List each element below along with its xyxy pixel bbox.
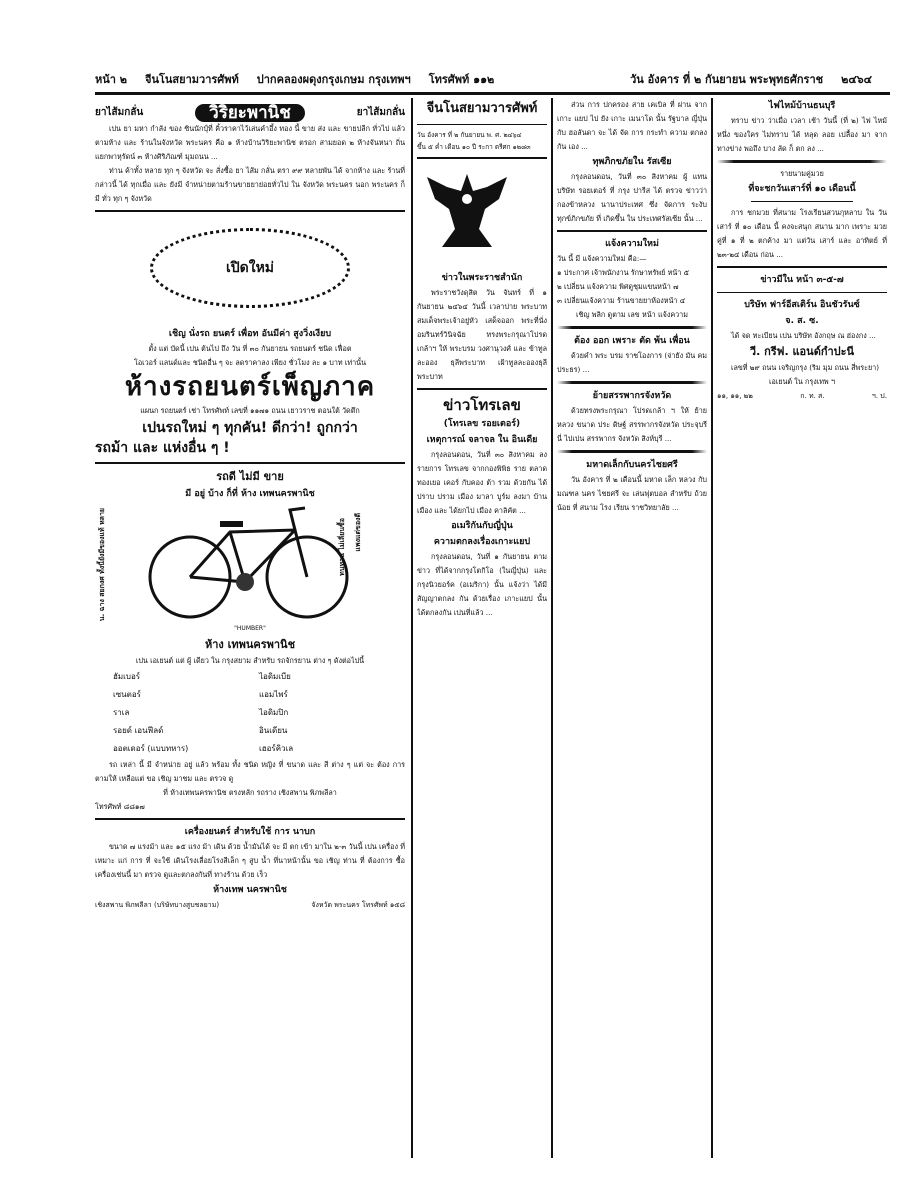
yap-island-headline: ความตกลงเรื่องเกาะแยป bbox=[433, 537, 531, 547]
page-number: หน้า ๒ bbox=[95, 73, 128, 86]
nameplate-lunar-date: ขึ้น ๕ ค่ำ เดือน ๑๐ ปี ระกา ตรีศก ๑๒๘๓ bbox=[417, 143, 531, 151]
fire-body: ทราบ ข่าว ว่าเมื่อ เวลา เช้า วันนี้ (ที่ ๒) ไฟ ไหม้ หนึ่ง ของใคร ไม่ทราบ ได้ หลุด ลอย เปลื้อง มา จาก ทางข่าง พอถึง บาง ลัด ก็ ตก ลง ... bbox=[717, 116, 887, 153]
bicycle-intro: เปน เอเยนต์ แต่ ผู้ เดียว ใน กรุงสยาม สำหรับ รถจักรยาน ต่าง ๆ ดังต่อไปนี้ bbox=[135, 656, 365, 665]
boxing-pre-title: รายนามคู่มวย bbox=[780, 169, 824, 178]
phone: โทรศัพท์ ๑๑๒ bbox=[428, 73, 495, 86]
masthead-rule bbox=[95, 92, 890, 95]
column-news-2 bbox=[557, 98, 707, 1158]
column-news-3 bbox=[717, 98, 887, 1158]
engine-ad bbox=[95, 824, 405, 912]
viriya-ad-header bbox=[95, 104, 405, 122]
taxi-line2: ตั้ง แต่ บัดนี้ เปน ต้นไป ถึง วัน ที่ ๓๐ กันยายน รถยนตร์ ชนิด เฟื่อต bbox=[148, 344, 352, 353]
ad-left-tag: ยาไส้มกลั่น bbox=[95, 107, 144, 118]
year: ๒๔๖๔ bbox=[841, 73, 872, 86]
newspaper-page bbox=[95, 68, 890, 1148]
insurance-title: บริษัท ฟาร์อีสเติร์น อินชัวรันซ์ bbox=[744, 300, 860, 310]
release-body: ด้วยคำ พระ บรม ราชโองการ (จ่ายัง มัน คมประธร) ... bbox=[557, 351, 707, 374]
date: วัน อังคาร ที่ ๒ กันยายน พระพุทธศักราช bbox=[630, 73, 824, 86]
divider bbox=[95, 210, 405, 212]
bicycle-brands: ฮัมเบอร์ ไอดิมเบีย เซนตอร์ แอมไพร์ ราเล ไอดิมปิก รอยด์ เอนฟีลด์ อินเดียน ออตเดอร์ (แบบทหาร) เฮอร์คิวเล bbox=[113, 672, 294, 753]
taxi-slogan-2: รถม้า และ แห่งอื่น ๆ ! bbox=[95, 440, 230, 456]
notice-item: ๑ ประกาศ เจ้าพนักงาน รักษาทรัพย์ หน้า ๕ bbox=[557, 268, 690, 277]
ad-right-tag: ยาไส้มกลั่น bbox=[356, 107, 405, 118]
column-advertisements bbox=[95, 98, 405, 1158]
fire-title: ไฟไหม้บ้านธนบุรี bbox=[768, 101, 836, 111]
engine-address: เชิงสพาน พิภพลีลา (บริษัทบางสูบชลยาม) bbox=[95, 901, 220, 909]
notice-footer: เชิญ พลิก ดูตาม เลข หน้า แจ้งความ bbox=[576, 310, 688, 319]
notice-item: ๒ เปลี่ยน แจ้งความ พิศดูชุมแขนหน้า ๗ bbox=[557, 282, 679, 291]
russia-famine-body: กรุงลอนดอน, วันที่ ๓๐ สิงหาคม ผู้ แทน บริษัท รอยเตอร์ ที่ กรุง ปารีส ได้ ตรวจ ข่าวว่า กองข้าหลวง นานาประเทศ ซึ่ง จัดการ ระงับ ทุกข์ภิกขภัย ที่ เกิดขึ้น ใน ประเทศรัสเซีย นั้น ... bbox=[557, 172, 707, 223]
bicycle-note: รถ เหล่า นี้ มี จำหน่าย อยู่ แล้ว พร้อม ทั้ง ชนิด หญิง ที่ ขนาด และ สี ต่าง ๆ แต่ จะ ต้อง การ ตามให้ เหลือแต่ ขอ เชิญ มาชม และ ตรวจ ดู bbox=[95, 760, 405, 783]
agent-name: วี. กรีฟ. แอนด์กำปะนี bbox=[749, 345, 855, 358]
bicycle-title: รถดี ไม่มี ขาย bbox=[216, 470, 284, 483]
football-body: วัน อังคาร ที่ ๒ เดือนนี้ มหาด เล็ก หลวง กับ มณฑล นคร ไชยศรี จะ เล่นฟุตบอล สำหรับ ถ้วย น้อย ที่ สนาม โรง เรียน ราชวิทยาลัย ... bbox=[557, 475, 707, 512]
bicycle-side-text: น. ฉาง สยกงศ ทั้งนี้ยังมีของแท้ หลาย bbox=[98, 508, 106, 622]
tax-officer-title: ย้ายสรรพากรจังหวัด bbox=[592, 391, 672, 401]
taxi-shop-name: ห้างรถยนตร์เพ็ญภาค bbox=[124, 372, 376, 402]
bicycle-phone: โทรศัพท์ ๘๘๑๗ bbox=[95, 802, 145, 811]
divider bbox=[95, 818, 405, 820]
new-notices-intro: วัน นี้ มี แจ้งความใหม่ คือ:— bbox=[557, 254, 647, 263]
agent-label: เอเยนต์ ใน กรุงเทพ ฯ bbox=[769, 377, 835, 386]
nameplate: จีนโนสยามวารศัพท์ bbox=[426, 101, 538, 116]
bicycle-address: ที่ ห้างเทพนครพานิช ตรงหลัก รถราง เชิงสพาน พิภพลีลา bbox=[163, 788, 337, 797]
taxi-invite: เชิญ นั่งรถ ยนตร์ เพื่อท อันมีค่า สูงวิ่งเงียบ bbox=[168, 329, 332, 339]
russia-famine-title: ทุพภิกขภัยใน รัสเซีย bbox=[592, 157, 672, 167]
viriya-closing: ท่าน ค้าทั้ง หลาย ทุก ๆ จังหวัด จะ สั่งซื้อ ยา ไส้ม กลั่น ตรา ๙๙ หลายพัน ได้ จากห้าง และ ร้านที่ กล่าวนี้ ได้ ทุกเมื่อ และ ยังมี จำหน่ายตามร้านขายยาย่อยทั่วไป ใน จังหวัด พระนคร นอก พระนคร ก็ มี ทั่ว ทุก ๆ จังหวัด bbox=[95, 166, 405, 203]
japan-news-title: อเมริกันกับญี่ปุ่น bbox=[451, 521, 513, 531]
bicycle-side-right-1: ทนทาน ไม่เลี่ยนซื้อ bbox=[338, 518, 346, 576]
yap-island-body: กรุงลอนดอน, วันที่ ๑ กันยายน ตามข่าว ที่ได้จากกรุงโตกิโอ (ในญี่ปุ่น) และกรุงนิวยอร์ค (อเมริกา) นั้น แจ้งว่า ได้มีสัญญาตกลง กัน ด้วยเรื่อง เกาะแยป นั้น ได้ตกลงกัน เปนที่แล้ว ... bbox=[417, 552, 547, 617]
bicycle-illustration bbox=[135, 502, 365, 622]
boxing-body: การ ชกมวย ที่สนาม โรงเรียนสวนกุหลาบ ใน วัน เสาร์ ที่ ๑๐ เดือน นี้ คงจะสนุก สนาน มาก เพราะ มวย คู่ที่ ๑ ที่ ๒ ตกค้าง มา แต่วัน เสาร์ และ อาทิตย์ ที่ ๒๓-๒๔ เดือน ก่อน ... bbox=[717, 208, 887, 259]
notice-item: ๓ เปลี่ยนแจ้งความ ร้านขายยาห้องหน้า ๔ bbox=[557, 296, 686, 305]
release-title: ต้อง ออก เพราะ ตัด พ้น เพื่อน bbox=[574, 336, 690, 346]
insurance-subtitle: จ. ส. ซ. bbox=[785, 316, 819, 326]
column-rule bbox=[411, 98, 413, 1158]
column-rule bbox=[551, 98, 553, 1158]
engine-title: เครื่องยนตร์ สำหรับใช้ การ นาบก bbox=[184, 827, 316, 837]
taxi-line3: โอเวอร์ แลนด์และ ชนิดอื่น ๆ จะ ลดราคาลง เพียง ชั่วโมง ละ ๑ บาท เท่านั้น bbox=[133, 358, 366, 367]
viriya-body: เปน ยา มหา กำลัง ของ ซินนักปุ์ที่ คิ้วราคาไว้เล่นคำอึ้ง ทอง นี้ ขาย ส่ง และ ขายปลีก ทั่วไป แล้ว ตามห้าง และ ร้านในจังหวัด พระนคร คือ ๑ ห้างบ้านวิริยะพานิช ตรอก สามยอด ๒ ห้างจันหนา ถิ่นแยกพาหุรัดน์ ๓ ห้างศิริภัณฑ์ มุมถนน ... bbox=[95, 124, 405, 161]
court-news-title: ข่าวในพระราชสำนัก bbox=[441, 273, 523, 283]
insurance-body: ได้ จด ทะเบียน เปน บริษัท อังกฤษ ณ ฮ่องกง ... bbox=[731, 331, 876, 340]
bicycle-subtitle: มี อยู่ บ้าง ก็ที่ ห้าง เทพนครพานิช bbox=[185, 489, 315, 499]
telegraph-source: (โทรเลข รอยเตอร์) bbox=[443, 419, 521, 429]
divider bbox=[95, 462, 405, 464]
engine-shop: ห้างเทพ นครพานิช bbox=[213, 885, 287, 895]
taxi-slogan-1: เปนรถใหม่ ๆ ทุกคัน! ดีกว่า! ถูกกว่า bbox=[142, 420, 358, 436]
nameplate-date: วัน อังคาร ที่ ๒ กันยายน พ. ศ. ๒๔๖๔ bbox=[417, 131, 522, 139]
humber-label: "HUMBER" bbox=[234, 625, 266, 632]
bicycle-side-right-2: แพงแต่ของดี bbox=[354, 513, 362, 552]
bicycle-shop: ห้าง เทพนครพานิช bbox=[204, 638, 296, 651]
taxi-address: แผนก รถยนตร์ เช่า โทรศัพท์ เลขที่ ๑๑๗๑ ถนน เยาวราช ตอนใต้ วัดตึก bbox=[140, 406, 360, 415]
grand-opening-oval: เปิดใหม่ bbox=[150, 228, 350, 308]
address: ปากคลองผดุงกรุงเกษม กรุงเทพฯ bbox=[256, 73, 411, 86]
agent-footer: ๑๑, ๑๑, ๒๒ ก. ท. ส. ฯ. ป. bbox=[717, 392, 887, 400]
column-rule bbox=[711, 98, 713, 1158]
news-pages-label: ข่าวมีใน หน้า ๓-๕-๗ bbox=[760, 275, 844, 285]
new-notices-title: แจ้งความใหม่ bbox=[605, 239, 659, 249]
tax-officer-body: ด้วยทรงพระกรุณา โปรดเกล้า ฯ ให้ ย้าย หลวง ขนาด ประ ดิษฐ์ สรรพากรจังหวัด ประจุบรีนี่ ไปเปน สรรพากร จังหวัด สิงห์บุรี ... bbox=[557, 406, 707, 443]
engine-body: ขนาด ๗ แรงม้า และ ๑๕ แรง ม้า เดิน ด้วย น้ำมันได้ จะ มี ตก เข้า มาใน ๒-๓ วันนี้ เปน เครื่อง ที่ เหมาะ แก่ การ ที่ จะใช้ เดินโรงเลื่อยโรงสีเล็ก ๆ สูบ น้ำ ที่นาหน้านั้น ขอ เชิญ ท่าน ที่ ต้องการ ซื้อเครื่องเช่นนี้ มา ตรวจ ดูและตกลงกันที่ ทางร้าน ด้วย เร็ว bbox=[95, 842, 405, 879]
garuda-emblem-icon bbox=[417, 169, 517, 259]
paper-name: จีนโนสยามวารศัพท์ bbox=[145, 73, 239, 86]
viriya-title: วิริยะพานิช bbox=[195, 104, 305, 122]
india-riot-body: กรุงลอนดอน, วันที่ ๓๐ สิงหาคม ลงรายการ โทรเลข จากกองพิพิธ ราย ตลาดทองเยอ เคอร์ กับคอง ต้า รวม ด้วยกัน ได้ ปราบ ปราม เมือง มาลา บูร์ม ลงมา บ้านเมือง และ ได้ยกไป เมือง คาลิคัต ... bbox=[417, 450, 547, 515]
telegraph-news-title: ข่าวโทรเลข bbox=[443, 396, 521, 414]
masthead bbox=[95, 68, 890, 90]
court-news-body: พระราชวังดุสิต วัน จันทร์ ที่ ๑ กันยายน ๒๔๖๔ วันนี้ เวลาบ่าย พระบาทสมเด็จพระเจ้าอยู่หัว เสด็จออก พระที่นั่ง อมรินทร์วินิจฉัย ทรงพระกรุณาโปรดเกล้าฯ ให้ พระบรม วงศานุวงศ์ และ ข้าทูลละออง ธุลีพระบาท เฝ้าทูลละอองธุลีพระบาท bbox=[417, 288, 547, 381]
football-title: มหาดเล็กกับนครไชยศรี bbox=[586, 460, 678, 470]
yap-continued: ส่วน การ ปกครอง สาย เคเบิล ที่ ผ่าน จาก เกาะ แยป ไป ยัง เกาะ เมนาโด นั้น รัฐบาล ญี่ปุ่น กับ ฮอลันดา จะ ได้ จัด การ กระทำ ความ ตกลง กัน เอง ... bbox=[557, 100, 707, 151]
bicycle-ad bbox=[95, 468, 405, 814]
india-riot-headline: เหตุการณ์ จลาจล ใน อินเดีย bbox=[426, 435, 538, 445]
engine-phone: จังหวัด พระนคร โทรศัพท์ ๑๕๘ bbox=[311, 901, 405, 909]
boxing-title: ที่จะชกวันเสาร์ที่ ๑๐ เดือนนี้ bbox=[748, 184, 856, 194]
agent-address: เลขที่ ๒๙ ถนน เจริญกรุง (ริม มุม ถนน สี่พระยา) bbox=[731, 363, 880, 372]
column-news-1 bbox=[417, 98, 547, 1158]
